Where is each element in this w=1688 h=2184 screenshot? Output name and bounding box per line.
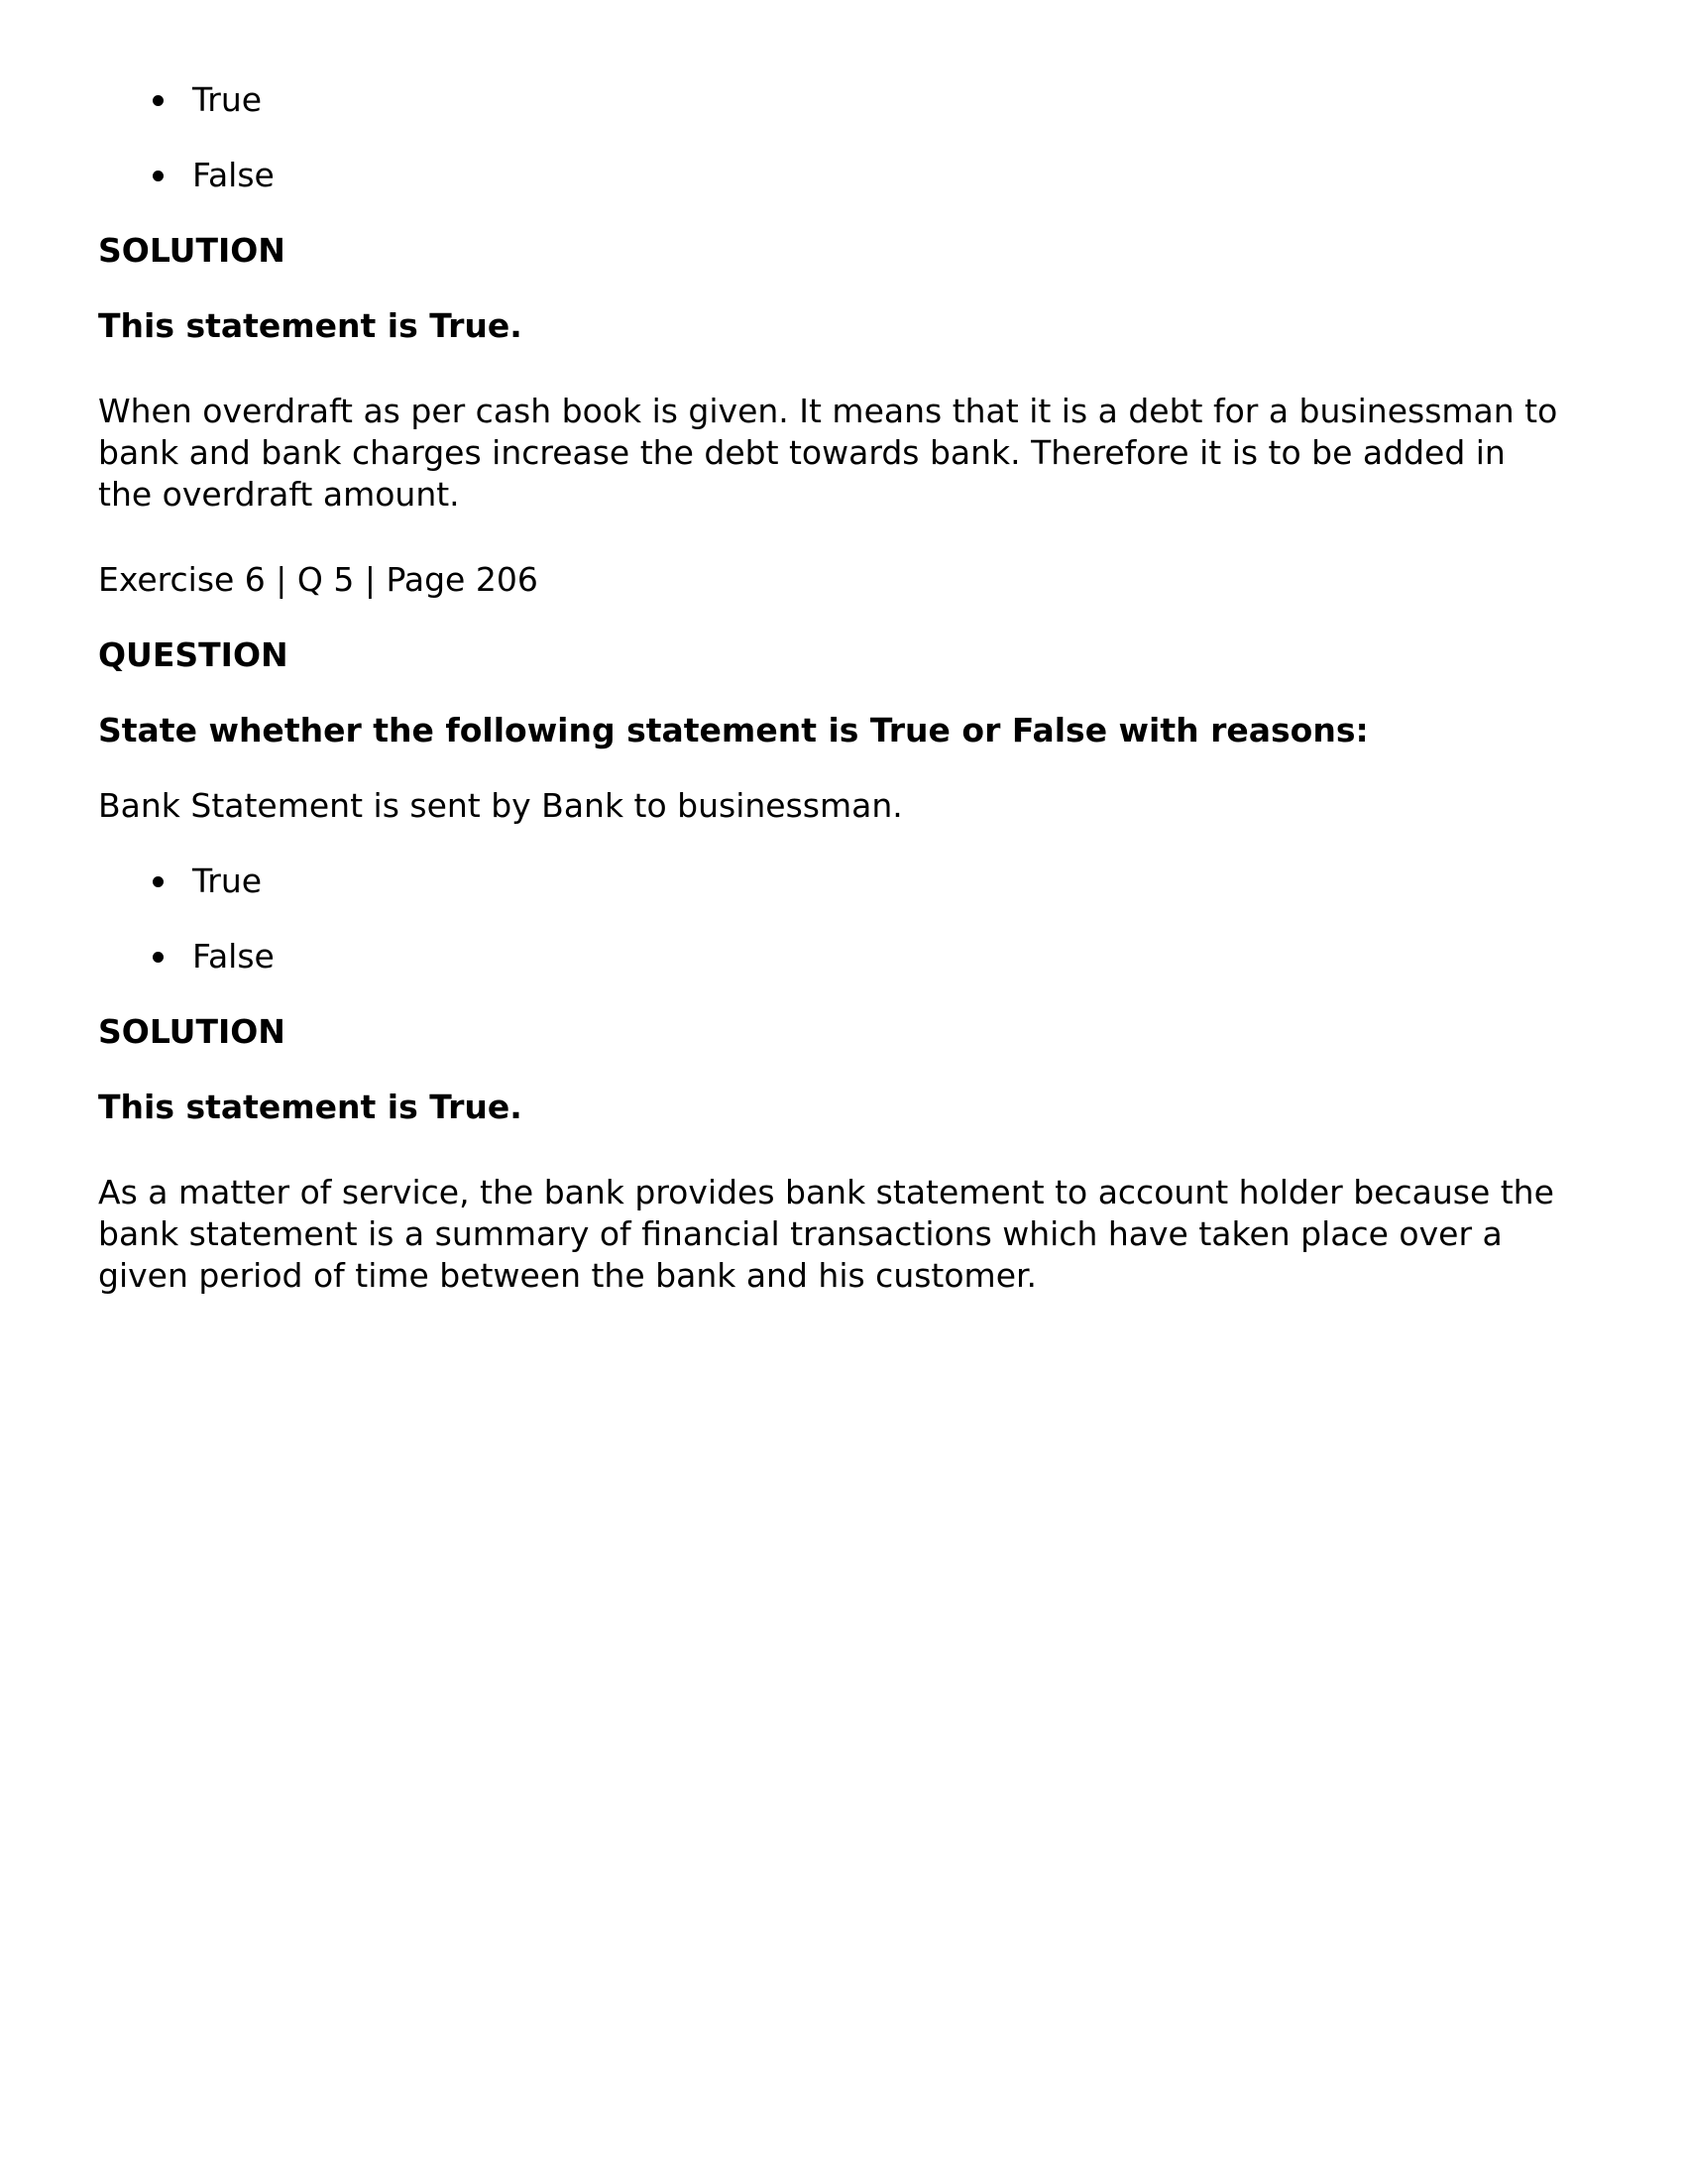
solution-heading: SOLUTION bbox=[98, 1012, 285, 1051]
bullet-icon bbox=[153, 952, 164, 963]
explanation-line: When overdraft as per cash book is given. It means that it is a debt for a businessman to bbox=[98, 392, 1558, 430]
option-label: False bbox=[192, 156, 275, 194]
explanation-line: given period of time between the bank and his customer. bbox=[98, 1256, 1038, 1295]
option-false bbox=[192, 936, 275, 977]
solution-explanation bbox=[98, 391, 1605, 516]
answer-statement: This statement is True. bbox=[98, 306, 522, 345]
explanation-line: bank statement is a summary of financial transactions which have taken place over a bbox=[98, 1214, 1503, 1253]
explanation-line: bank and bank charges increase the debt towards bank. Therefore it is to be added in bbox=[98, 433, 1506, 472]
solution-explanation bbox=[98, 1172, 1605, 1297]
option-label: False bbox=[192, 937, 275, 976]
option-label: True bbox=[192, 862, 263, 900]
option-false bbox=[192, 155, 275, 196]
explanation-line: the overdraft amount. bbox=[98, 475, 460, 514]
answer-statement: This statement is True. bbox=[98, 1088, 522, 1126]
bullet-icon bbox=[153, 171, 164, 181]
bullet-icon bbox=[153, 876, 164, 887]
option-label: True bbox=[192, 80, 263, 119]
explanation-line: As a matter of service, the bank provides bank statement to account holder because the bbox=[98, 1173, 1554, 1211]
bullet-icon bbox=[153, 95, 164, 106]
option-true bbox=[192, 861, 262, 902]
exercise-reference: Exercise 6 | Q 5 | Page 206 bbox=[98, 560, 538, 599]
question-prompt: State whether the following statement is True or False with reasons: bbox=[98, 711, 1369, 749]
question-statement: Bank Statement is sent by Bank to businessman. bbox=[98, 786, 903, 825]
option-true bbox=[192, 79, 262, 121]
solution-heading: SOLUTION bbox=[98, 231, 285, 270]
question-heading: QUESTION bbox=[98, 635, 288, 674]
